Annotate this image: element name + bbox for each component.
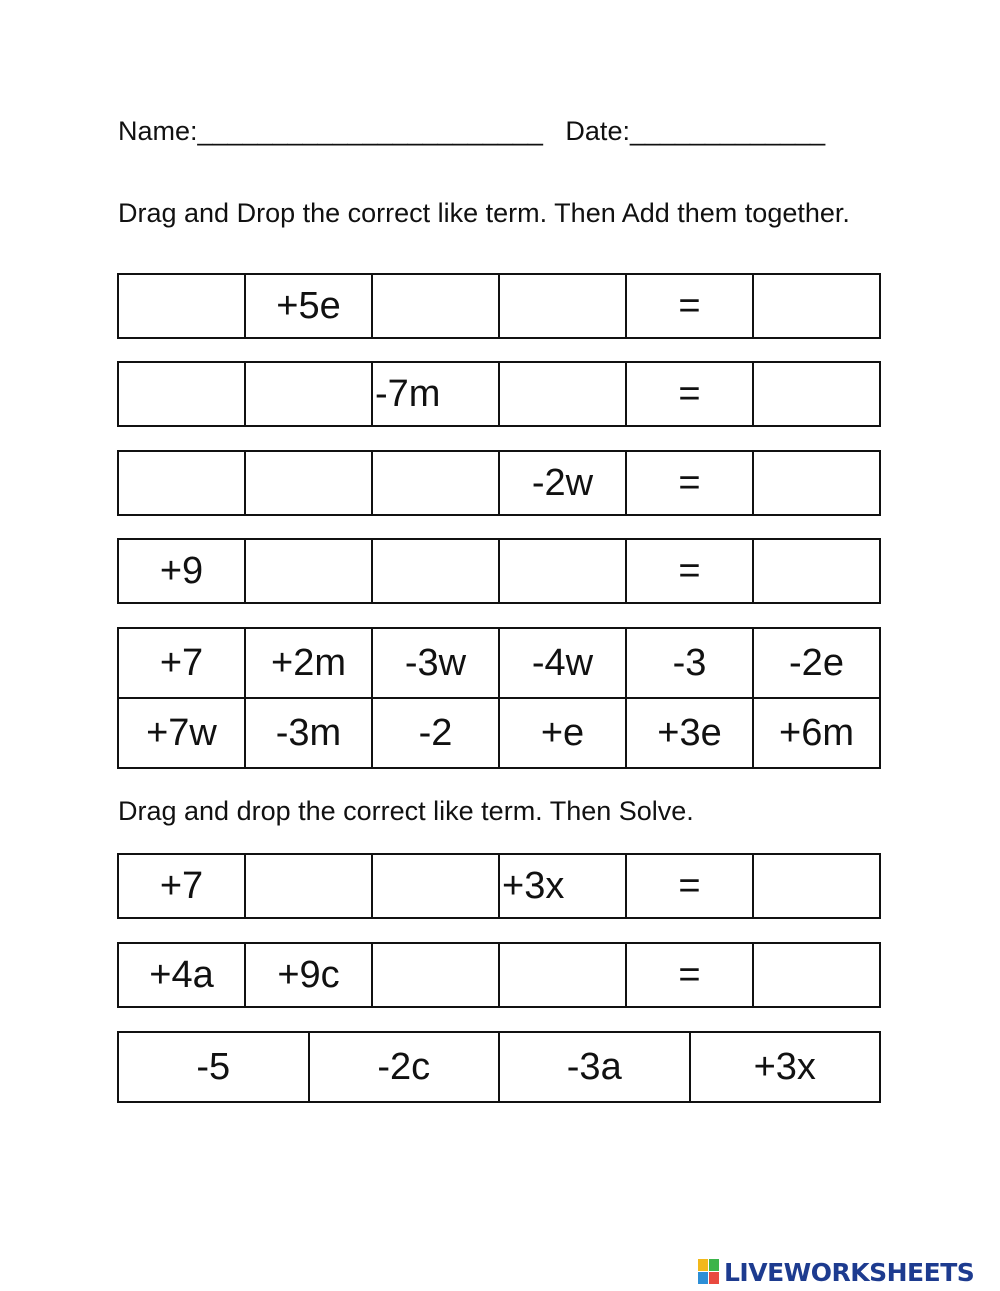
term-bank-part2	[117, 1031, 881, 1103]
draggable-term[interactable]: -3m	[245, 698, 372, 768]
answer-slot[interactable]	[753, 274, 880, 338]
given-term: -7m	[372, 362, 499, 426]
given-term: +4a	[118, 943, 245, 1007]
draggable-term[interactable]: -3	[626, 628, 753, 698]
equals-sign: =	[626, 451, 753, 515]
draggable-term[interactable]: -3w	[372, 628, 499, 698]
drop-slot[interactable]	[499, 362, 626, 426]
equals-sign: =	[626, 854, 753, 918]
equals-sign: =	[626, 943, 753, 1007]
draggable-term[interactable]: -4w	[499, 628, 626, 698]
drop-slot[interactable]	[372, 539, 499, 603]
given-term: +5e	[245, 274, 372, 338]
drop-slot[interactable]	[499, 539, 626, 603]
equals-sign: =	[626, 539, 753, 603]
draggable-term[interactable]: +3e	[626, 698, 753, 768]
drop-slot[interactable]	[245, 539, 372, 603]
draggable-term[interactable]: +7w	[118, 698, 245, 768]
drop-slot[interactable]	[245, 854, 372, 918]
equation-row-1	[117, 273, 881, 339]
drop-slot[interactable]	[372, 451, 499, 515]
draggable-term[interactable]: +7	[118, 628, 245, 698]
date-field-label[interactable]: Date:_____________	[565, 116, 826, 146]
liveworksheets-logo-icon	[698, 1259, 720, 1285]
drop-slot[interactable]	[245, 362, 372, 426]
equals-sign: =	[626, 362, 753, 426]
draggable-term[interactable]: -5	[118, 1032, 309, 1102]
answer-slot[interactable]	[753, 539, 880, 603]
given-term: +9	[118, 539, 245, 603]
header-line	[118, 116, 825, 147]
drop-slot[interactable]	[118, 362, 245, 426]
logo-text-worksheets: WORKSHEETS	[783, 1257, 975, 1287]
drop-slot[interactable]	[499, 274, 626, 338]
answer-slot[interactable]	[753, 854, 880, 918]
draggable-term[interactable]: +e	[499, 698, 626, 768]
draggable-term[interactable]: -2	[372, 698, 499, 768]
drop-slot[interactable]	[372, 274, 499, 338]
solve-row-2	[117, 942, 881, 1008]
name-field-label[interactable]: Name:_______________________	[118, 116, 543, 146]
liveworksheets-logo	[698, 1257, 974, 1287]
draggable-term[interactable]: +3x	[690, 1032, 881, 1102]
instructions-part2: Drag and drop the correct like term. Then Solve.	[118, 796, 694, 826]
drop-slot[interactable]	[245, 451, 372, 515]
draggable-term[interactable]: -3a	[499, 1032, 690, 1102]
drop-slot[interactable]	[118, 274, 245, 338]
answer-slot[interactable]	[753, 451, 880, 515]
equation-row-2	[117, 361, 881, 427]
answer-slot[interactable]	[753, 943, 880, 1007]
logo-text-live: LIVE	[724, 1257, 784, 1287]
drop-slot[interactable]	[372, 943, 499, 1007]
equation-row-3	[117, 450, 881, 516]
drop-slot[interactable]	[118, 451, 245, 515]
draggable-term[interactable]: -2e	[753, 628, 880, 698]
given-term: -2w	[499, 451, 626, 515]
given-term: +7	[118, 854, 245, 918]
answer-slot[interactable]	[753, 362, 880, 426]
term-bank-part1	[117, 627, 881, 769]
solve-row-1	[117, 853, 881, 919]
instructions-part1: Drag and Drop the correct like term. Then Add them together.	[118, 198, 850, 228]
equation-row-4	[117, 538, 881, 604]
draggable-term[interactable]: +6m	[753, 698, 880, 768]
drop-slot[interactable]	[499, 943, 626, 1007]
logo-text	[724, 1258, 974, 1287]
given-term: +3x	[499, 854, 626, 918]
draggable-term[interactable]: -2c	[309, 1032, 500, 1102]
drop-slot[interactable]	[372, 854, 499, 918]
draggable-term[interactable]: +2m	[245, 628, 372, 698]
given-term: +9c	[245, 943, 372, 1007]
equals-sign: =	[626, 274, 753, 338]
